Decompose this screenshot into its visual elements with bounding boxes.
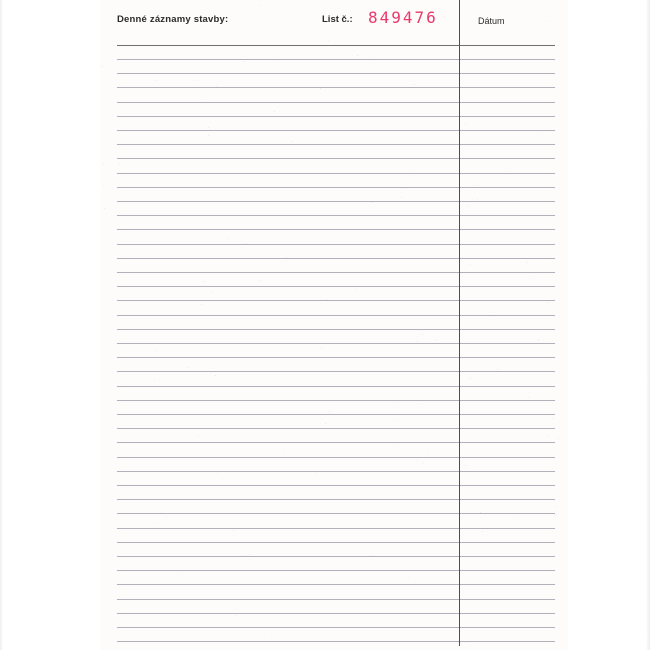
rule-line bbox=[117, 613, 555, 614]
rule-line bbox=[117, 428, 555, 429]
rule-line bbox=[117, 102, 555, 103]
rule-line bbox=[117, 371, 555, 372]
form-header bbox=[100, 0, 568, 46]
rule-line bbox=[117, 158, 555, 159]
date-column-label: Dátum bbox=[478, 16, 505, 26]
rule-line bbox=[117, 485, 555, 486]
rule-line bbox=[117, 400, 555, 401]
rule-line bbox=[117, 513, 555, 514]
ruled-lines bbox=[117, 46, 555, 646]
rule-line bbox=[117, 300, 555, 301]
rule-line bbox=[117, 201, 555, 202]
form-title: Denné záznamy stavby: bbox=[117, 14, 229, 25]
rule-line bbox=[117, 528, 555, 529]
rule-line bbox=[117, 258, 555, 259]
sheet-number-value: 849476 bbox=[368, 8, 438, 27]
rule-line bbox=[117, 457, 555, 458]
rule-line bbox=[117, 59, 555, 60]
rule-line bbox=[117, 173, 555, 174]
rule-line bbox=[117, 87, 555, 88]
rule-line bbox=[117, 627, 555, 628]
rule-line bbox=[117, 542, 555, 543]
rule-line bbox=[117, 329, 555, 330]
rule-line bbox=[117, 73, 555, 74]
rule-line bbox=[117, 244, 555, 245]
rule-line bbox=[117, 641, 555, 642]
rule-line bbox=[117, 556, 555, 557]
rule-line bbox=[117, 130, 555, 131]
rule-line bbox=[117, 315, 555, 316]
rule-line bbox=[117, 414, 555, 415]
rule-line bbox=[117, 357, 555, 358]
rule-line bbox=[117, 599, 555, 600]
sheet-number-label: List č.: bbox=[322, 14, 353, 25]
rule-line bbox=[117, 570, 555, 571]
page-edge-left-shading bbox=[0, 0, 3, 650]
rule-line bbox=[117, 343, 555, 344]
form-sheet bbox=[100, 0, 568, 650]
rule-line bbox=[117, 499, 555, 500]
page-edge-right-shading bbox=[646, 0, 650, 650]
rule-line bbox=[117, 584, 555, 585]
rule-line bbox=[117, 471, 555, 472]
rule-line bbox=[117, 442, 555, 443]
rule-line bbox=[117, 144, 555, 145]
rule-line bbox=[117, 286, 555, 287]
rule-line bbox=[117, 272, 555, 273]
rule-line bbox=[117, 116, 555, 117]
date-column-divider bbox=[459, 0, 460, 646]
rule-line bbox=[117, 215, 555, 216]
rule-line bbox=[117, 386, 555, 387]
rule-line bbox=[117, 187, 555, 188]
rule-line bbox=[117, 229, 555, 230]
